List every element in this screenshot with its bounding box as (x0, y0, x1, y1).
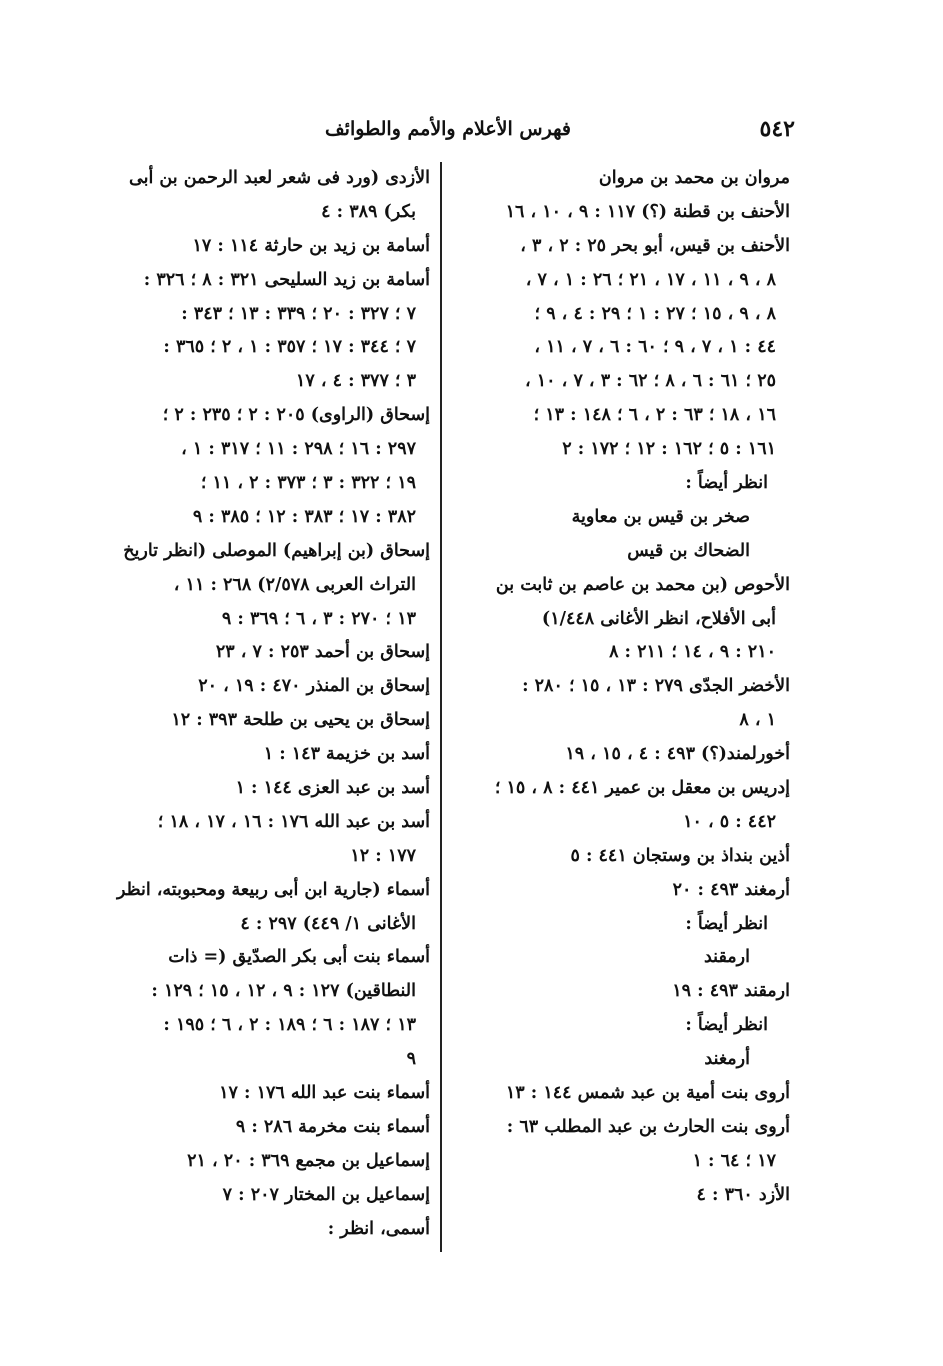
index-column-left (95, 162, 430, 1247)
index-line: أسامة بن زيد بن حارثة ١١٤ : ١٧ (192, 235, 430, 256)
index-line: ٤٤ : ١ ، ٧ ، ٩ ؛ ٦٠ : ٦ ، ٧ ، ١١ ، (534, 337, 776, 358)
index-line: الأخضر الجدّى ٢٧٩ : ١٣ ، ١٥ ؛ ٢٨٠ : (522, 676, 790, 697)
index-line: أسد بن عبد العزى ١٤٤ : ١ (235, 778, 430, 799)
index-line: إدريس بن معقل بن عمير ٤٤١ : ٨ ، ١٥ ؛ (494, 778, 790, 799)
cross-reference: الضحاك بن قيس (627, 540, 750, 561)
index-line: أسماء (جارية ابن أبى ربيعة ومحبوبته، انظر (116, 879, 430, 900)
index-line: التراث العربى ٢/٥٧٨) ٢٦٨ : ١١ ، (173, 574, 416, 595)
index-line: مروان بن محمد بن مروان (598, 168, 790, 188)
index-line: ١٦ ، ١٨ ؛ ٦٣ : ٢ ، ٦ ؛ ١٤٨ : ١٣ ؛ (533, 405, 776, 426)
index-line: ٢١٠ : ٩ ، ١٤ ؛ ٢١١ : ٨ (609, 642, 776, 663)
index-line: ارمقند ٤٩٣ : ١٩ (672, 981, 790, 1002)
index-column-right (450, 162, 790, 1213)
index-line: ٧ ؛ ٣٤٤ : ١٧ ؛ ٣٥٧ : ١ ، ٢ ؛ ٣٦٥ : (163, 337, 416, 358)
page-number: ٥٤٢ (759, 116, 795, 142)
index-line: الأغانى ١/ ٤٤٩) ٢٩٧ : ٤ (240, 913, 416, 934)
index-line: ٣٨٢ : ١٧ ؛ ٣٨٣ : ١٢ ؛ ٣٨٥ : ٩ (192, 506, 416, 527)
index-line: ٨ ، ٩ ، ١٥ ؛ ٢٧ : ١ ؛ ٢٩ : ٤ ، ٩ ؛ (534, 303, 776, 324)
index-line: أسماء بنت عبد الله ١٧٦ : ١٧ (219, 1083, 430, 1104)
cross-reference: أرمغند (704, 1049, 750, 1070)
index-line: أخورلمند(؟) ٤٩٣ : ٤ ، ١٥ ، ١٩ (565, 744, 790, 765)
running-title: فهرس الأعلام والأمم والطوائف (325, 118, 571, 140)
index-line: ٣ ؛ ٣٧٧ : ٤ ، ١٧ (295, 371, 416, 392)
index-line: أسد بن عبد الله ١٧٦ : ١٦ ، ١٧ ، ١٨ ؛ (157, 811, 430, 832)
index-line: أسد بن خزيمة ١٤٣ : ١ (263, 744, 430, 765)
see-also-label: انظر أيضاً : (685, 913, 768, 934)
index-line: أروى بنت أمية بن عبد شمس ١٤٤ : ١٣ (505, 1083, 790, 1104)
index-line: أرمغند ٤٩٣ : ٢٠ (672, 879, 790, 900)
index-line: أسماء بنت أبى بكر الصدّيق (= ذات (168, 947, 430, 968)
index-line: الأحنف بن قطنة (؟) ١١٧ : ٩ ، ١٠ ، ١٦ (505, 201, 790, 222)
index-line: ١٣ ؛ ٢٧٠ : ٣ ، ٦ ؛ ٣٦٩ : ٩ (221, 608, 416, 629)
index-line: ١٩ ؛ ٣٢٢ : ٣ ؛ ٣٧٣ : ٢ ، ١١ ؛ (200, 473, 416, 494)
index-line: إسحاق بن يحيى بن طلحة ٣٩٣ : ١٢ (171, 710, 430, 731)
index-line: إسحاق (الراوى) ٢٠٥ : ٢ ؛ ٢٣٥ : ٢ ؛ (162, 405, 430, 426)
cross-reference: ارمقند (703, 947, 750, 968)
index-line: الأحوص (بن محمد بن عاصم بن ثابت بن (495, 574, 790, 595)
see-also-label: انظر أيضاً : (685, 473, 768, 494)
column-divider (440, 162, 442, 1252)
index-line: أسامة بن زيد السليحى ٣٢١ : ٨ ؛ ٣٢٦ : (143, 269, 430, 290)
index-line: إسماعيل بن مجمع ٣٦٩ : ٢٠ ، ٢١ (187, 1150, 430, 1171)
index-line: النطاقين) ١٢٧ : ٩ ، ١٢ ، ١٥ ؛ ١٢٩ : (151, 981, 416, 1002)
index-line: إسحاق بن المنذر ٤٧٠ : ١٩ ، ٢٠ (198, 676, 430, 697)
index-line: الأزد ٣٦٠ : ٤ (696, 1184, 790, 1205)
index-line: ١٦١ : ٥ ؛ ١٦٢ : ١٢ ؛ ١٧٢ : ٢ (562, 439, 776, 460)
index-line: أبى الأفلاح، انظر الأغانى ١/٤٤٨) (541, 608, 776, 629)
index-line: إسماعيل بن المختار ٢٠٧ : ٧ (222, 1184, 430, 1205)
index-line: ٢٩٧ : ١٦ ؛ ٢٩٨ : ١١ ؛ ٣١٧ : ١ ، (181, 439, 416, 460)
index-line: أسماء بنت مخرمة ٢٨٦ : ٩ (235, 1116, 430, 1137)
index-line: ١٧٧ : ١٢ (350, 845, 416, 866)
cross-reference: صخر بن قيس بن معاوية (571, 506, 750, 527)
index-line: ٩ (406, 1049, 416, 1070)
index-line: أروى بنت الحارث بن عبد المطلب ٦٣ : (506, 1116, 790, 1137)
index-line: ٨ ، ٩ ، ١١ ، ١٧ ، ٢١ ؛ ٢٦ : ١ ، ٧ ، (525, 269, 776, 290)
index-line: أسمى، انظر : (327, 1218, 430, 1239)
index-line: أذين بنداذ بن وستجان ٤٤١ : ٥ (570, 845, 790, 866)
index-line: ١٣ ؛ ١٨٧ : ٦ ؛ ١٨٩ : ٢ ، ٦ ؛ ١٩٥ : (163, 1015, 416, 1036)
index-line: الأزدى (ورد فى شعر لعبد الرحمن بن أبى (129, 168, 430, 188)
index-line: ١٧ ؛ ٦٤ : ١ (692, 1150, 776, 1171)
index-line: بكر) ٣٨٩ : ٤ (321, 201, 416, 222)
index-line: ١ ، ٨ (739, 710, 776, 731)
see-also-label: انظر أيضاً : (685, 1015, 768, 1036)
index-line: ٧ ؛ ٣٢٧ : ٢٠ ؛ ٣٣٩ : ١٣ ؛ ٣٤٣ : (181, 303, 416, 324)
page-header (325, 114, 795, 148)
index-line: الأحنف بن قيس، أبو بحر ٢٥ : ٢ ، ٣ ، (520, 235, 790, 256)
index-line: إسحاق (بن إبراهيم) الموصلى (انظر تاريخ (123, 540, 430, 561)
index-line: إسحاق بن أحمد ٢٥٣ : ٧ ، ٢٣ (215, 642, 430, 663)
index-line: ٢٥ ؛ ٦١ : ٦ ، ٨ ؛ ٦٢ : ٣ ، ٧ ، ١٠ ، (525, 371, 776, 392)
index-line: ٤٤٢ : ٥ ، ١٠ (683, 811, 776, 832)
